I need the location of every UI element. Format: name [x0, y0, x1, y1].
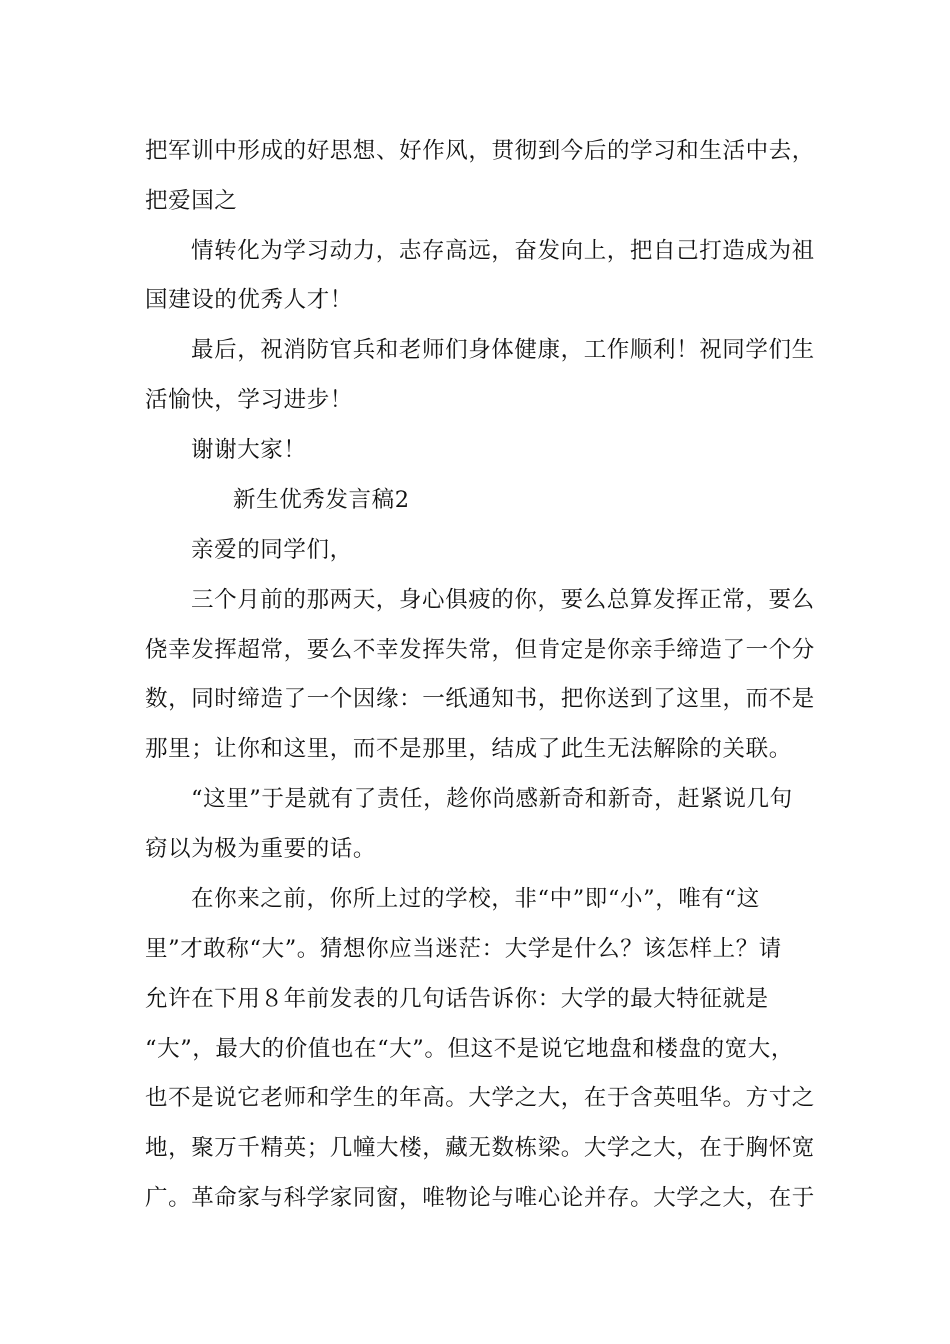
- text-line: 广。革命家与科学家同窗，唯物论与唯心论并存。大学之大，在于: [145, 1185, 815, 1211]
- text-line: 也不是说它老师和学生的年高。大学之大，在于含英咀华。方寸之: [145, 1085, 815, 1111]
- text-line: 三个月前的那两天，身心俱疲的你，要么总算发挥正常，要么: [191, 587, 815, 613]
- text-line: 谢谢大家！: [191, 437, 307, 463]
- section-title: 新生优秀发言稿2: [233, 487, 410, 513]
- text-line: 把爱国之: [145, 188, 238, 214]
- text-line: 那里；让你和这里，而不是那里，结成了此生无法解除的关联。: [145, 736, 792, 762]
- text-line: 国建设的优秀人才！: [145, 287, 353, 313]
- text-line: 侥幸发挥超常，要么不幸发挥失常，但肯定是你亲手缔造了一个分: [145, 637, 815, 663]
- text-line: “大”，最大的价值也在“大”。但这不是说它地盘和楼盘的宽大，: [145, 1036, 795, 1062]
- text-line: 情转化为学习动力，志存高远，奋发向上，把自己打造成为祖: [191, 238, 815, 264]
- text-line: 地，聚万千精英；几幢大楼，藏无数栋梁。大学之大，在于胸怀宽: [145, 1135, 815, 1161]
- text-line: 窃以为极为重要的话。: [145, 836, 377, 862]
- text-line: “这里”于是就有了责任，趁你尚感新奇和新奇，赶紧说几句: [191, 786, 793, 812]
- text-line: 允许在下用８年前发表的几句话告诉你：大学的最大特征就是: [145, 986, 769, 1012]
- text-line: 把军训中形成的好思想、好作风，贯彻到今后的学习和生活中去，: [145, 138, 815, 164]
- text-line: 数，同时缔造了一个因缘：一纸通知书，把你送到了这里，而不是: [145, 686, 815, 712]
- text-line: 在你来之前，你所上过的学校，非“中”即“小”，唯有“这: [191, 886, 760, 912]
- text-line: 活愉快，学习进步！: [145, 387, 353, 413]
- text-line: 最后，祝消防官兵和老师们身体健康，工作顺利！祝同学们生: [191, 337, 815, 363]
- salutation: 亲爱的同学们，: [191, 537, 353, 563]
- text-line: 里”才敢称“大”。猜想你应当迷茫：大学是什么？该怎样上？请: [145, 936, 782, 962]
